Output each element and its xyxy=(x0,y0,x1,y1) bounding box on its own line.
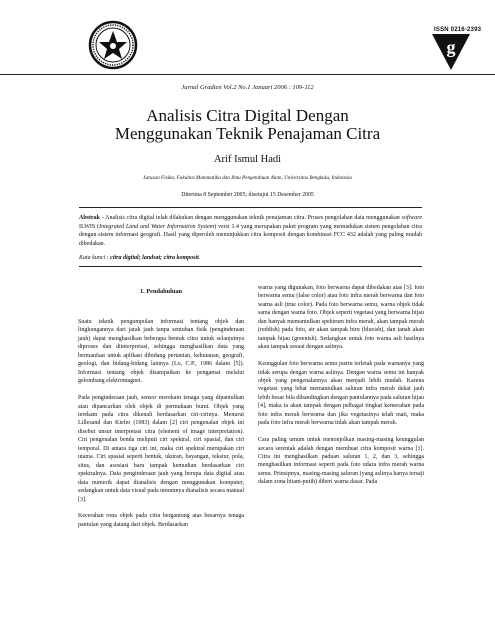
right-paragraph-1: warna yang digunakan, foto berwarna dapat dibedakan atas [3]: foto berwarna semu (false color) atau foto infra merah berwarna dan foto warna asli (true color). Pada foto berwarna semu, warna objek tidak sama dengan warna foto. Objek seperti vegetasi yang berwarna hijau dan banyak memantulkan spektrum infra merah, akan tampak merah (reddish) pada foto, air akan tampak biru (blueish), dan tanah akan tampak hijau (greenish). Sedangkan untuk foto warna asli hasilnya akan tampak sesuai dengan aslinya. xyxy=(258,285,424,351)
right-paragraph-3: Cara paling umum untuk menonjolkan masing-masing keunggulan secara serentak adalah dengan membuat citra komposit warna [1]. Citra ini menghasilkan paduan saluran 1, 2, dan 3, sehingga menghasilkan informasi seperti pada foto udara infra merah warna semu. Prinsipnya, masing-masing saluran (yang aslinya hanya tersaji dalam zona hitam-putih) diberi warna dasar. Pada xyxy=(258,437,424,486)
section-heading: 1. Pendahuluan xyxy=(140,288,182,295)
title-line-2: Menggunakan Teknik Penajaman Citra xyxy=(114,124,381,143)
badge-letter: g xyxy=(446,37,456,57)
received-accepted-dates: Diterima 8 September 2005; disetujui 15 Desember 2005 xyxy=(181,192,314,198)
right-text-column xyxy=(258,284,424,495)
keywords-text: citra digital; landsat; citra komposit xyxy=(110,255,199,261)
title-line-1: Analisis Citra Digital Dengan xyxy=(146,106,349,125)
abstract-top-rule xyxy=(79,207,422,208)
author-name: Arif Ismul Hadi xyxy=(213,154,282,165)
left-paragraph-1: Suatu teknik pengumpulan informasi tentang objek dan lingkungannya dari jarak jauh tanpa sentuhan fisik (penginderaan jauh) dapat menghasilkan beberapa bentuk citra untuk selanjutnya diproses dan diinterpretasi, sehingga menghasilkan data yang bermanfaat untuk aplikasi dibidang pertanian, kehutanan, geografi, geologi, dan bidang-bidang lainnya (Lo, C.P., 1986 dalam [5]). Informasi tentang objek disampaikan ke pengamat melalui gelombang elektromagnet. xyxy=(78,319,244,385)
journal-citation: Jurnal Gradien Vol.2 No.1 Januari 2006 : 109-112 xyxy=(181,84,314,91)
left-text-column xyxy=(78,318,244,538)
issn-label: ISSN 0216-2393 xyxy=(434,27,482,33)
abstract-label: Abstrak xyxy=(79,215,101,221)
paper-title xyxy=(0,107,495,143)
journal-badge-logo xyxy=(432,34,470,70)
keywords-label: Kata kunci : xyxy=(79,255,111,261)
left-paragraph-2: Pada penginderaan jauh, sensor merekam tenaga yang dipantulkan atau dipancarkan oleh objek di permukaan bumi. Objek yang terekam pada citra dikenali berdasarkan ciri-cirinya. Menurut Lillesand dan Kiefer (1983) dalam [2] ciri pengenalan objek ini disebut unsur interpretasi citra (element of image interpretation). Ciri pengenalan benda meliputi ciri spektral, ciri spasial, dan ciri temporal. Di antara tiga ciri ini, maka ciri spektral merupakan ciri utama. Ciri spasial seperti bentuk, ukuran, bayangan, tekstur, pola, situs, dan asosiasi baru tampak kemudian berdasarkan ciri spektralnya. Data penginderaan jauh yang berupa data digital atau data numerik dapat dianalisis dengan menggunakan komputer, sedangkan untuk data visual pada umumnya dianalisis secara manual [3]. xyxy=(78,395,244,503)
abstract-paragraph: Abstrak - Analisis citra digital telah dilakukan dengan menggunakan teknik penajaman citra. Proses pengolahan data menggunakan software ILWIS (Integrated Land and Water Information System) versi 1.4 yang merupakan paket program yang memadukan sistem pengolahan citra dengan sistem informasi geografi. Hasil yang diperoleh menunjukkan citra komposit dengan kombinasi FCC 432 adalah yang paling mudah dibedakan. xyxy=(79,215,422,247)
left-paragraph-3: Kecerahan rona objek pada citra bergantung atas besarnya tenaga pantulan yang datang dari objek. Berdasarkan xyxy=(78,513,244,528)
header-rule xyxy=(0,74,495,75)
keywords-line: Kata kunci : citra digital; landsat; citra komposit. xyxy=(79,255,201,261)
right-paragraph-2: Keunggulan foto berwarna semu justru terletak pada warnanya yang tidak serupa dengan warna aslinya. Dengan warna semu ini banyak objek yang pengenalannya akan menjadi lebih mudah. Karena vegetasi yang lebat memantulkan saluran infra merah dekat jauh lebih besar bila dibandingkan dengan pantulannya pada saluran hijau [4], maka ia akan tampak dengan pelbagai tingkat kemerahan pada foto infra merah berwarna dan jika vegetasinya telah mati, maka pada foto infra merah berwarna tidak akan tampak merah. xyxy=(258,361,424,427)
author-affiliation: Jurusan Fisika, Fakultas Matematika dan Ilmu Pengetahuan Alam, Universitas Bengkulu, Indonesia xyxy=(143,175,352,181)
university-seal-logo xyxy=(88,20,138,70)
abstract-bottom-rule xyxy=(79,266,422,267)
